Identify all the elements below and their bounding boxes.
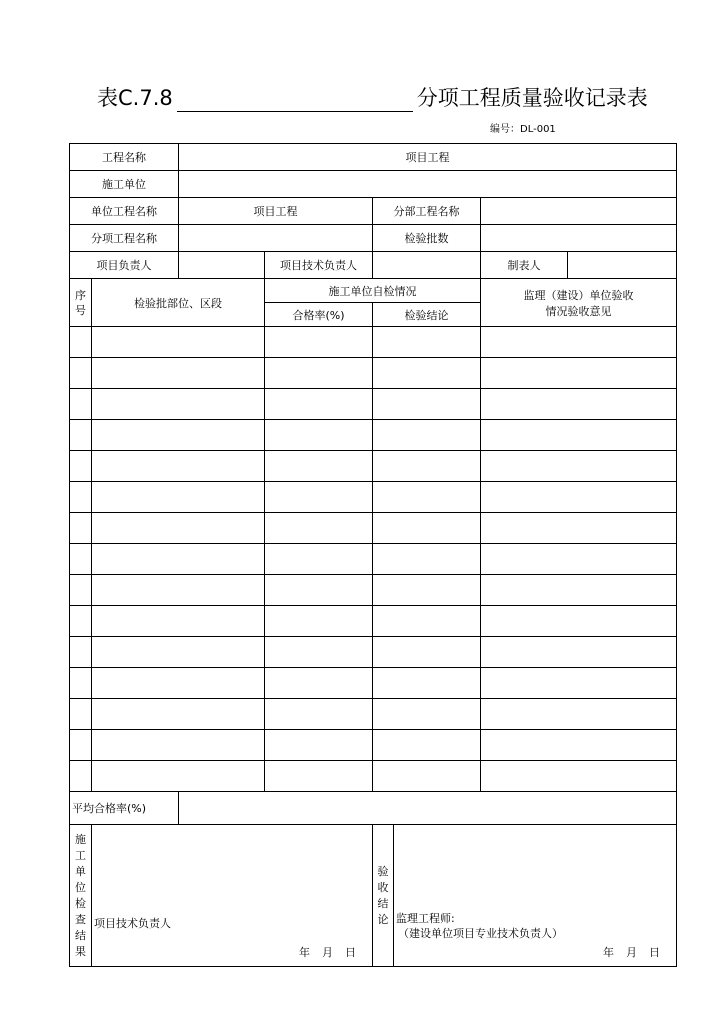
inspection-result-cell[interactable] bbox=[373, 420, 481, 451]
inspection-result-cell[interactable] bbox=[373, 482, 481, 513]
seq-cell[interactable] bbox=[70, 513, 92, 544]
pass-rate-cell[interactable] bbox=[265, 420, 373, 451]
project-name-label: 工程名称 bbox=[70, 144, 179, 171]
inspection-result-header: 检验结论 bbox=[373, 303, 481, 327]
construction-check-label-text: 施工单位检查结果 bbox=[75, 832, 86, 958]
construction-unit-value[interactable] bbox=[179, 171, 677, 198]
supervisor-label: 监理工程师: bbox=[396, 912, 455, 925]
supervision-opinion-cell[interactable] bbox=[481, 482, 677, 513]
pass-rate-cell[interactable] bbox=[265, 606, 373, 637]
pass-rate-cell[interactable] bbox=[265, 637, 373, 668]
supervision-opinion-cell[interactable] bbox=[481, 389, 677, 420]
inspection-result-cell[interactable] bbox=[373, 451, 481, 482]
acceptance-label-text: 验收结论 bbox=[377, 864, 389, 926]
construction-unit-label: 施工单位 bbox=[70, 171, 179, 198]
pass-rate-cell[interactable] bbox=[265, 575, 373, 606]
supervisor-note: （建设单位项目专业技术负责人） bbox=[398, 927, 563, 940]
supervision-opinion-cell[interactable] bbox=[481, 358, 677, 389]
header-row-1 bbox=[70, 279, 677, 303]
table-row bbox=[70, 544, 677, 575]
batch-location-cell[interactable] bbox=[92, 668, 265, 699]
tabulator-label: 制表人 bbox=[481, 252, 568, 279]
unit-project-value[interactable]: 项目工程 bbox=[179, 198, 373, 225]
inspection-result-cell[interactable] bbox=[373, 389, 481, 420]
inspection-result-cell[interactable] bbox=[373, 761, 481, 792]
batch-location-cell[interactable] bbox=[92, 513, 265, 544]
supervision-opinion-cell[interactable] bbox=[481, 451, 677, 482]
seq-cell[interactable] bbox=[70, 358, 92, 389]
batch-location-cell[interactable] bbox=[92, 389, 265, 420]
table-row bbox=[70, 575, 677, 606]
batch-location-cell[interactable] bbox=[92, 730, 265, 761]
form-title bbox=[97, 82, 648, 112]
table-row bbox=[70, 668, 677, 699]
sub-project-label: 分部工程名称 bbox=[373, 198, 481, 225]
pass-rate-cell[interactable] bbox=[265, 699, 373, 730]
supervision-opinion-cell[interactable] bbox=[481, 575, 677, 606]
table-row bbox=[70, 482, 677, 513]
seq-cell[interactable] bbox=[70, 482, 92, 513]
sub-project-value[interactable] bbox=[481, 198, 677, 225]
project-name-value[interactable]: 项目工程 bbox=[179, 144, 677, 171]
supervision-header-line2: 情况验收意见 bbox=[545, 304, 612, 318]
supervision-opinion-cell[interactable] bbox=[481, 699, 677, 730]
inspection-result-cell[interactable] bbox=[373, 668, 481, 699]
acceptance-date: 年月日 bbox=[603, 946, 672, 959]
seq-cell[interactable] bbox=[70, 637, 92, 668]
batch-location-cell[interactable] bbox=[92, 699, 265, 730]
seq-cell[interactable] bbox=[70, 327, 92, 358]
acceptance-conclusion-cell bbox=[373, 825, 677, 967]
inspection-result-cell[interactable] bbox=[373, 606, 481, 637]
seq-header-text: 序号 bbox=[75, 288, 86, 317]
inspection-result-cell[interactable] bbox=[373, 327, 481, 358]
supervision-header-line1: 监理（建设）单位验收 bbox=[523, 288, 634, 302]
table-row bbox=[70, 327, 677, 358]
supervision-opinion-cell[interactable] bbox=[481, 668, 677, 699]
supervision-opinion-cell[interactable] bbox=[481, 327, 677, 358]
form-title-suffix: 分项工程质量验收记录表 bbox=[416, 86, 648, 110]
table-row bbox=[70, 730, 677, 761]
pass-rate-cell[interactable] bbox=[265, 544, 373, 575]
construction-unit-row bbox=[70, 171, 677, 198]
batch-location-cell[interactable] bbox=[92, 761, 265, 792]
batch-location-cell[interactable] bbox=[92, 544, 265, 575]
seq-cell[interactable] bbox=[70, 544, 92, 575]
item-project-label: 分项工程名称 bbox=[70, 225, 179, 252]
acceptance-form-table bbox=[69, 143, 677, 967]
inspection-result-cell[interactable] bbox=[373, 699, 481, 730]
project-manager-value[interactable] bbox=[179, 252, 265, 279]
batch-location-cell[interactable] bbox=[92, 451, 265, 482]
unit-project-label: 单位工程名称 bbox=[70, 198, 179, 225]
document-number: 编号：DL-001 bbox=[490, 124, 556, 135]
table-row bbox=[70, 513, 677, 544]
seq-cell[interactable] bbox=[70, 420, 92, 451]
acceptance-content[interactable] bbox=[394, 825, 677, 966]
data-rows bbox=[70, 327, 677, 792]
batch-location-cell[interactable] bbox=[92, 420, 265, 451]
pass-rate-cell[interactable] bbox=[265, 451, 373, 482]
seq-cell[interactable] bbox=[70, 761, 92, 792]
item-project-row bbox=[70, 225, 677, 252]
inspection-result-cell[interactable] bbox=[373, 575, 481, 606]
acceptance-label bbox=[373, 825, 394, 966]
inspection-result-cell[interactable] bbox=[373, 513, 481, 544]
pass-rate-cell[interactable] bbox=[265, 389, 373, 420]
supervision-header bbox=[481, 279, 677, 327]
signature-row bbox=[70, 825, 677, 967]
table-row bbox=[70, 358, 677, 389]
self-check-header: 施工单位自检情况 bbox=[265, 279, 481, 303]
seq-cell[interactable] bbox=[70, 606, 92, 637]
inspection-result-cell[interactable] bbox=[373, 637, 481, 668]
batch-location-cell[interactable] bbox=[92, 482, 265, 513]
table-row bbox=[70, 606, 677, 637]
batch-count-label: 检验批数 bbox=[373, 225, 481, 252]
form-title-prefix: 表C.7.8 bbox=[97, 86, 173, 110]
pass-rate-cell[interactable] bbox=[265, 482, 373, 513]
construction-check-label bbox=[70, 825, 92, 967]
acceptance-inner bbox=[373, 825, 676, 966]
construction-check-cell[interactable] bbox=[92, 825, 373, 967]
table-row bbox=[70, 451, 677, 482]
batch-location-cell[interactable] bbox=[92, 637, 265, 668]
unit-project-row bbox=[70, 198, 677, 225]
avg-pass-rate-value[interactable] bbox=[179, 792, 677, 825]
supervision-opinion-cell[interactable] bbox=[481, 544, 677, 575]
seq-cell[interactable] bbox=[70, 451, 92, 482]
supervision-opinion-cell[interactable] bbox=[481, 761, 677, 792]
table-row bbox=[70, 699, 677, 730]
supervision-opinion-cell[interactable] bbox=[481, 513, 677, 544]
pass-rate-cell[interactable] bbox=[265, 513, 373, 544]
supervision-opinion-cell[interactable] bbox=[481, 420, 677, 451]
inspection-result-cell[interactable] bbox=[373, 544, 481, 575]
seq-cell[interactable] bbox=[70, 575, 92, 606]
tech-manager-label: 项目技术负责人 bbox=[265, 252, 373, 279]
tech-manager-value[interactable] bbox=[373, 252, 481, 279]
pass-rate-header: 合格率(%) bbox=[265, 303, 373, 327]
seq-cell[interactable] bbox=[70, 730, 92, 761]
table-row bbox=[70, 637, 677, 668]
batch-count-value[interactable] bbox=[481, 225, 677, 252]
construction-check-date: 年月日 bbox=[299, 946, 368, 959]
pass-rate-cell[interactable] bbox=[265, 730, 373, 761]
personnel-row bbox=[70, 252, 677, 279]
avg-pass-rate-label: 平均合格率(%) bbox=[70, 792, 179, 825]
table-row bbox=[70, 389, 677, 420]
supervision-opinion-cell[interactable] bbox=[481, 637, 677, 668]
inspection-result-cell[interactable] bbox=[373, 730, 481, 761]
table-row bbox=[70, 420, 677, 451]
inspection-result-cell[interactable] bbox=[373, 358, 481, 389]
pass-rate-cell[interactable] bbox=[265, 668, 373, 699]
item-project-value[interactable] bbox=[179, 225, 373, 252]
tabulator-value[interactable] bbox=[568, 252, 677, 279]
batch-location-cell[interactable] bbox=[92, 327, 265, 358]
batch-location-cell[interactable] bbox=[92, 575, 265, 606]
seq-header bbox=[70, 279, 92, 327]
supervision-opinion-cell[interactable] bbox=[481, 730, 677, 761]
seq-cell[interactable] bbox=[70, 668, 92, 699]
batch-location-header: 检验批部位、区段 bbox=[92, 279, 265, 327]
tech-lead-signature-label: 项目技术负责人 bbox=[94, 917, 171, 930]
form-title-blank[interactable] bbox=[177, 87, 413, 112]
pass-rate-cell[interactable] bbox=[265, 327, 373, 358]
project-manager-label: 项目负责人 bbox=[70, 252, 179, 279]
avg-pass-rate-row bbox=[70, 792, 677, 825]
supervision-opinion-cell[interactable] bbox=[481, 606, 677, 637]
seq-cell[interactable] bbox=[70, 699, 92, 730]
seq-cell[interactable] bbox=[70, 389, 92, 420]
batch-location-cell[interactable] bbox=[92, 606, 265, 637]
batch-location-cell[interactable] bbox=[92, 358, 265, 389]
project-name-row bbox=[70, 144, 677, 171]
pass-rate-cell[interactable] bbox=[265, 358, 373, 389]
table-row bbox=[70, 761, 677, 792]
pass-rate-cell[interactable] bbox=[265, 761, 373, 792]
